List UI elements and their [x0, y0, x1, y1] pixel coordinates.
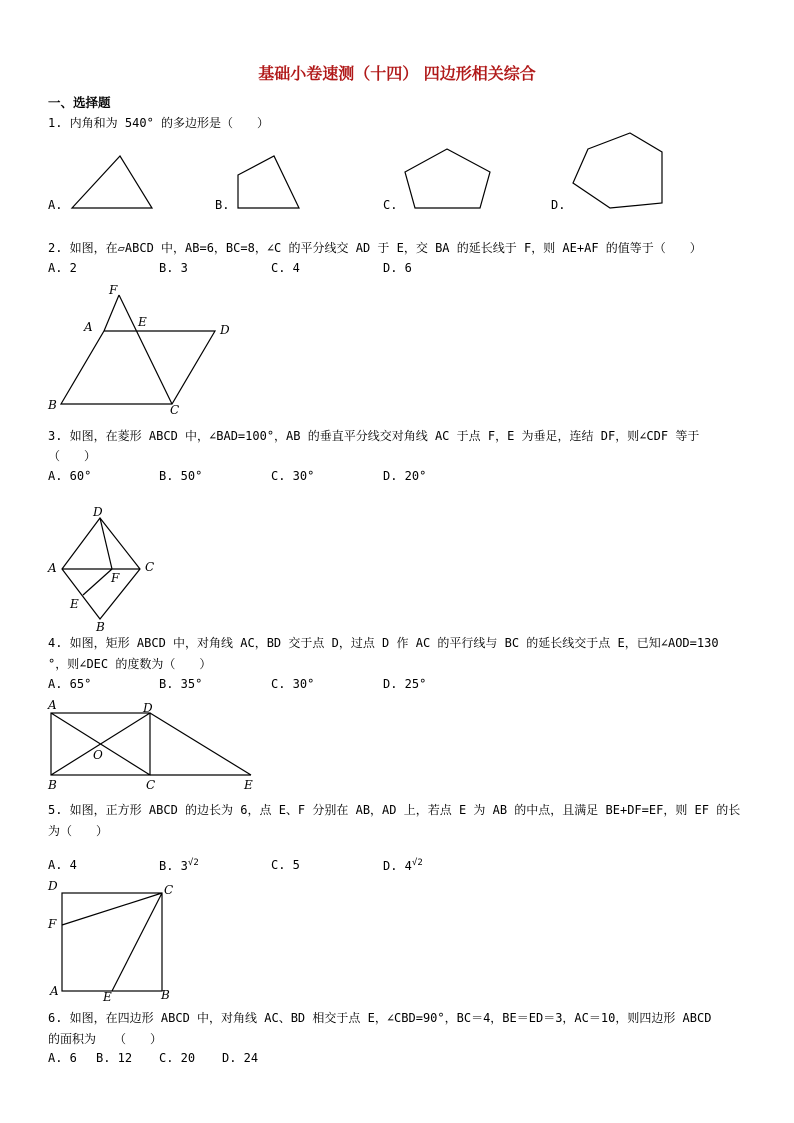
- q5-option-d-text: D. 4: [383, 859, 412, 873]
- q3-option-d[interactable]: D. 20°: [383, 469, 427, 483]
- q2-option-b[interactable]: B. 3: [159, 261, 188, 275]
- sqrt-2-radical: √2: [187, 858, 199, 868]
- label-c: C: [146, 778, 156, 792]
- label-c: C: [170, 403, 180, 417]
- q1-option-c[interactable]: C.: [383, 198, 398, 212]
- q6-option-a[interactable]: A. 6: [48, 1051, 77, 1065]
- label-f: F: [111, 571, 120, 585]
- q6-option-d[interactable]: D. 24: [222, 1051, 259, 1065]
- question-5-stem-line2: 为（ ）: [48, 824, 109, 838]
- q2-option-d[interactable]: D. 6: [383, 261, 412, 275]
- segment-ec: [112, 893, 162, 991]
- label-c: C: [145, 560, 155, 574]
- question-6-stem-line2: 的面积为 （ ）: [48, 1032, 163, 1046]
- label-e: E: [70, 597, 79, 611]
- question-2-stem: 2. 如图，在▱ABCD 中，AB=6，BC=8，∠C 的平分线交 AD 于 E，交 BA 的延长线于 F，则 AE+AF 的值等于（ ）: [48, 241, 702, 255]
- q5-option-b-text: B. 3: [159, 859, 188, 873]
- label-a: A: [48, 698, 57, 712]
- q3-option-a[interactable]: A. 60°: [48, 469, 92, 483]
- question-3-stem-line1: 3. 如图，在菱形 ABCD 中，∠BAD=100°，AB 的垂直平分线交对角线 AC 于点 F，E 为垂足，连结 DF，则∠CDF 等于: [48, 429, 700, 443]
- q2-option-c[interactable]: C. 4: [271, 261, 300, 275]
- q4-option-b[interactable]: B. 35°: [159, 677, 203, 691]
- label-c: C: [164, 883, 174, 897]
- label-b: B: [48, 778, 57, 792]
- q6-option-b[interactable]: B. 12: [96, 1051, 133, 1065]
- label-a: A: [48, 561, 57, 575]
- label-b: B: [161, 988, 170, 1002]
- segment-fc: [62, 893, 162, 925]
- q5-option-c[interactable]: C. 5: [271, 858, 300, 872]
- label-d: D: [93, 505, 103, 519]
- label-a: A: [84, 320, 93, 334]
- q6-option-c[interactable]: C. 20: [159, 1051, 196, 1065]
- label-a: A: [50, 984, 59, 998]
- q1-option-d[interactable]: D.: [551, 198, 566, 212]
- question-5-stem-line1: 5. 如图，正方形 ABCD 的边长为 6，点 E、F 分别在 AB，AD 上，若点 E 为 AB 的中点，且满足 BE+DF=EF，则 EF 的长: [48, 803, 741, 817]
- label-f: F: [48, 917, 57, 931]
- q4-option-a[interactable]: A. 65°: [48, 677, 92, 691]
- question-4-stem-line2: °，则∠DEC 的度数为（ ）: [48, 657, 212, 671]
- q4-option-c[interactable]: C. 30°: [271, 677, 315, 691]
- q3-option-c[interactable]: C. 30°: [271, 469, 315, 483]
- label-d: D: [220, 323, 230, 337]
- q1-option-b[interactable]: B.: [215, 198, 230, 212]
- label-b: B: [48, 398, 57, 412]
- square-abcd: [62, 893, 162, 991]
- sqrt-2-radical: √2: [411, 858, 423, 868]
- label-d: D: [48, 879, 58, 893]
- q4-option-d[interactable]: D. 25°: [383, 677, 427, 691]
- label-b: B: [96, 620, 105, 634]
- q1-option-a[interactable]: A.: [48, 198, 63, 212]
- page-title: 基础小卷速测（十四） 四边形相关综合: [258, 64, 536, 83]
- question-6-stem-line1: 6. 如图，在四边形 ABCD 中，对角线 AC、BD 相交于点 E，∠CBD=90°，BC＝4，BE＝ED＝3，AC＝10，则四边形 ABCD: [48, 1011, 712, 1025]
- label-e: E: [138, 315, 147, 329]
- section-heading: 一、选择题: [48, 95, 111, 110]
- q2-option-a[interactable]: A. 2: [48, 261, 77, 275]
- label-o: O: [93, 748, 103, 762]
- q3-option-b[interactable]: B. 50°: [159, 469, 203, 483]
- label-d: D: [143, 701, 153, 715]
- question-3-stem-line2: （ ）: [48, 449, 97, 463]
- question-4-stem-line1: 4. 如图，矩形 ABCD 中，对角线 AC，BD 交于点 D，过点 D 作 AC 的平行线与 BC 的延长线交于点 E，已知∠AOD=130: [48, 636, 719, 650]
- q5-option-a[interactable]: A. 4: [48, 858, 77, 872]
- label-e: E: [103, 990, 112, 1004]
- label-e: E: [244, 778, 253, 792]
- label-f: F: [109, 283, 118, 297]
- question-1-stem: 1. 内角和为 540° 的多边形是（ ）: [48, 116, 270, 130]
